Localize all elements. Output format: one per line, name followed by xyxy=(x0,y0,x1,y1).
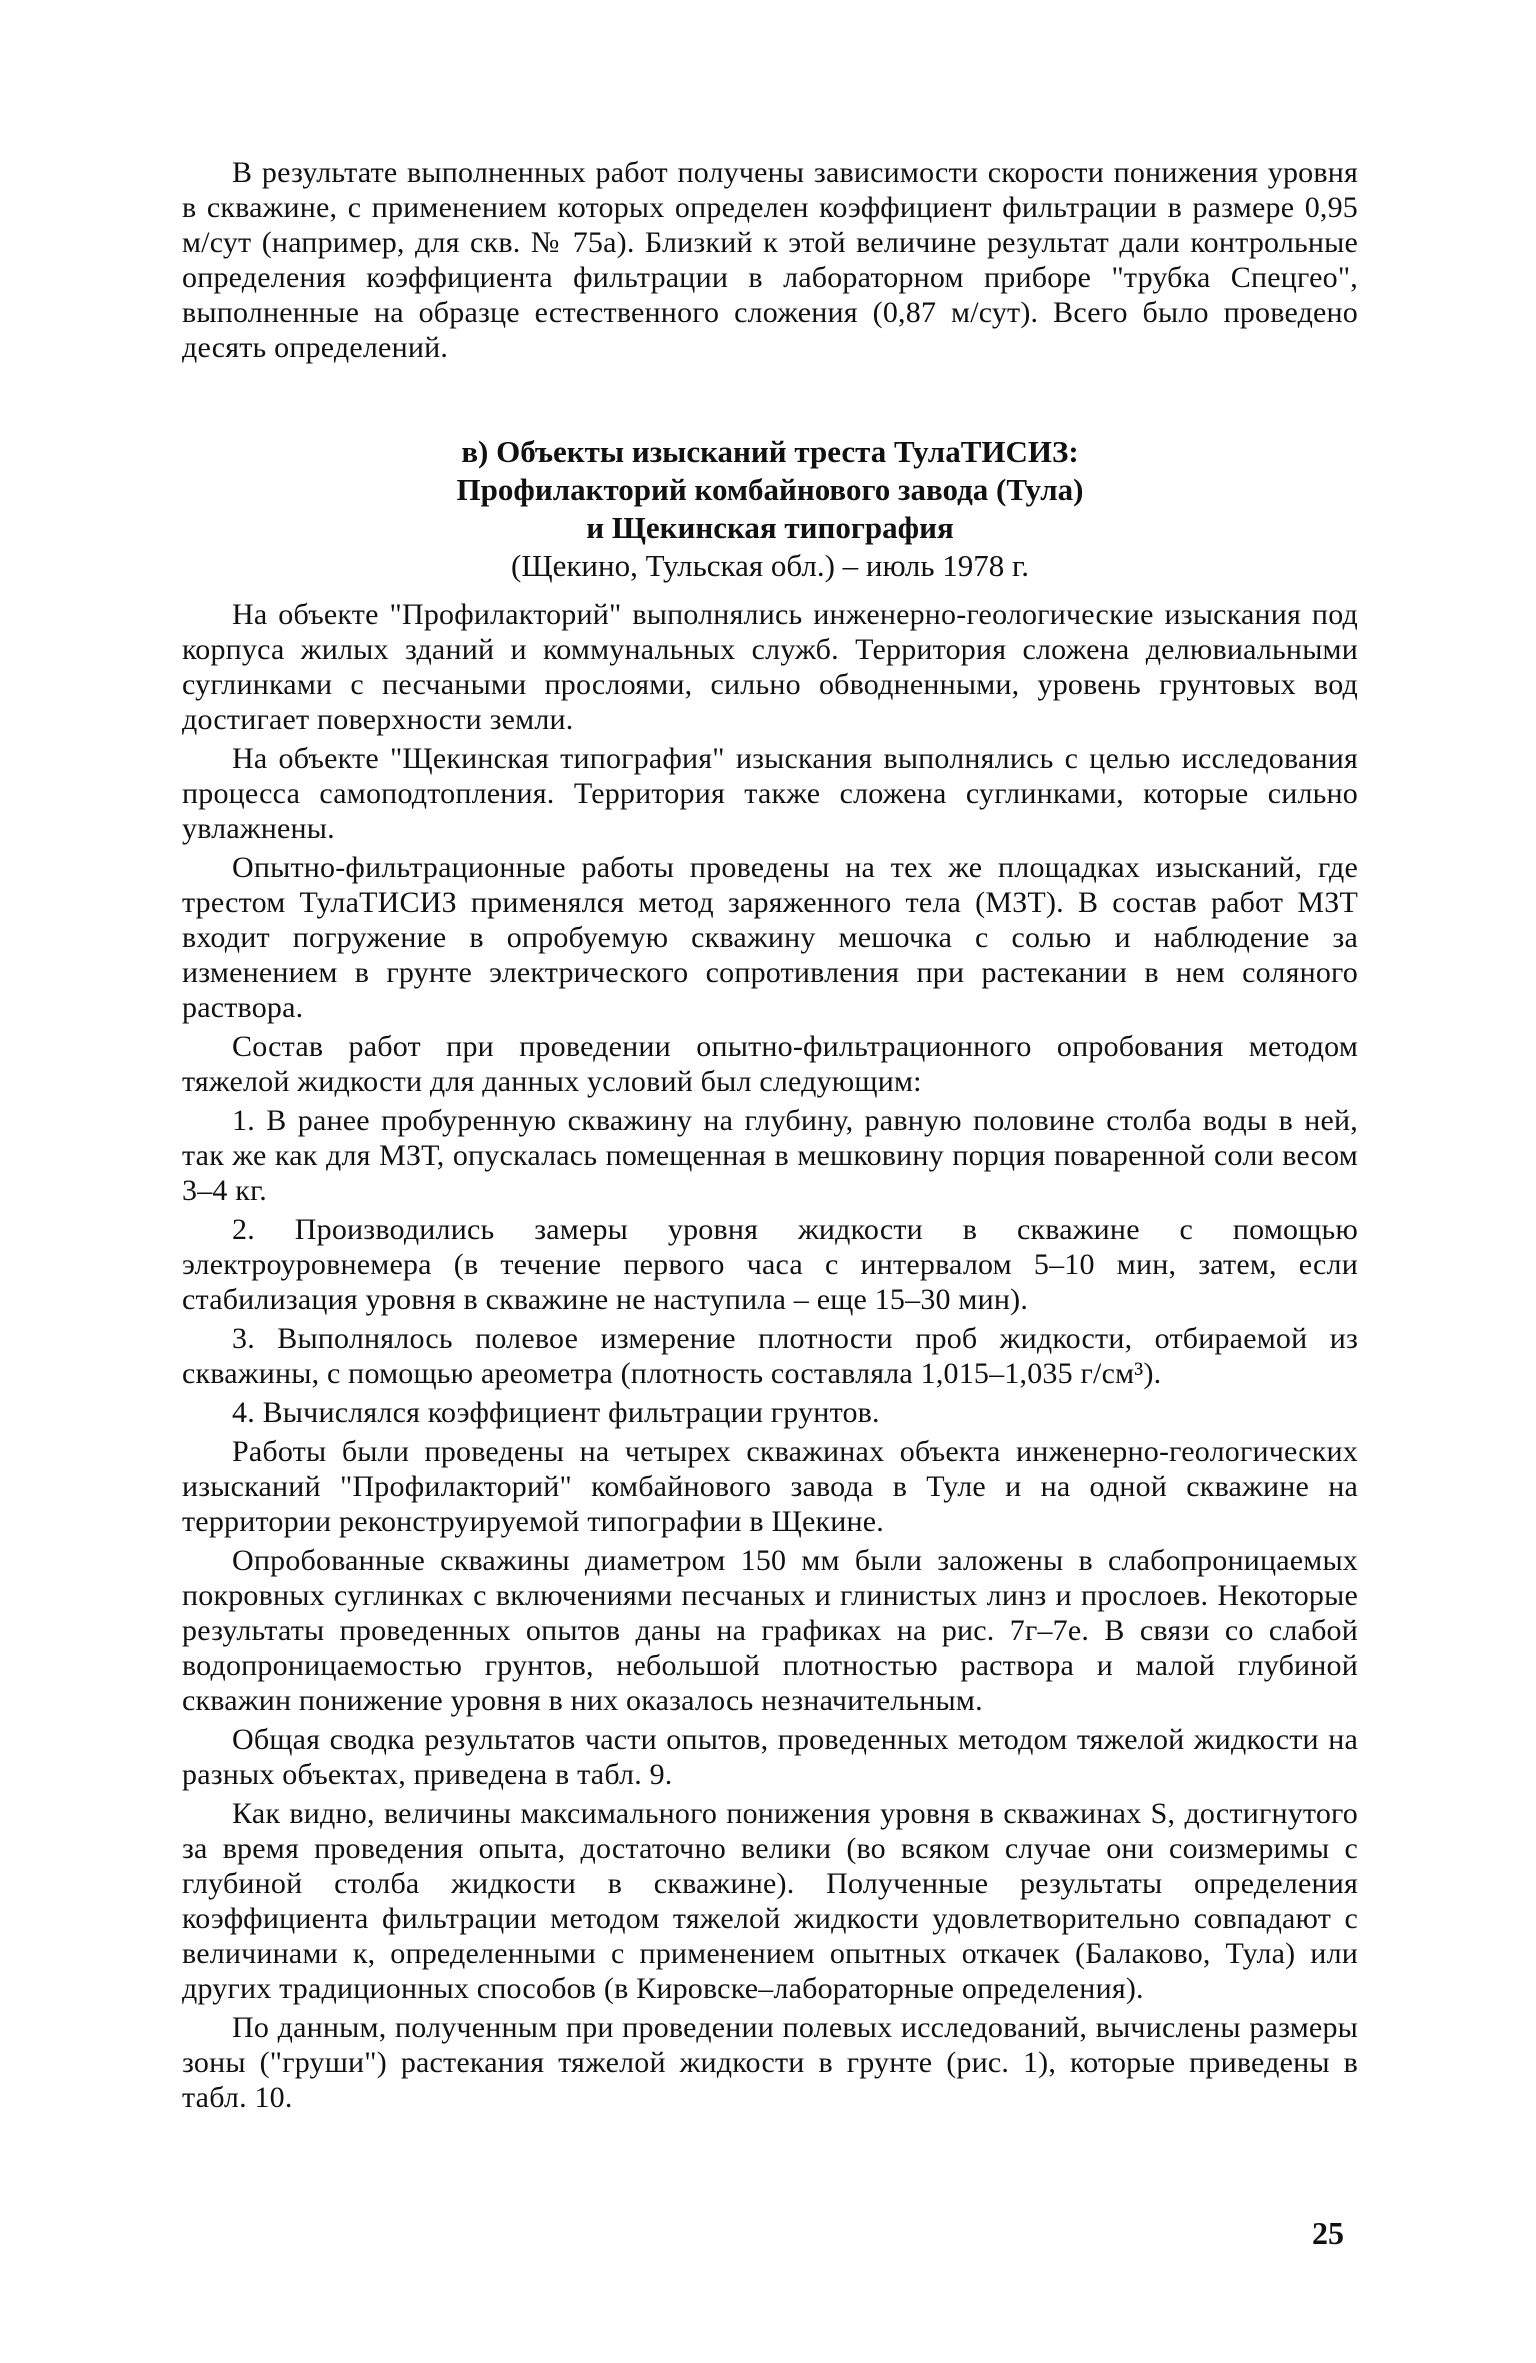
section-heading xyxy=(182,433,1358,585)
heading-line-2: Профилакторий комбайнового завода (Тула) xyxy=(456,472,1084,507)
heading-line-1: в) Объекты изысканий треста ТулаТИСИЗ: xyxy=(461,434,1079,469)
list-item: 2. Производились замеры уровня жидкости в скважине с помощью электроуровнемера (в течение первого часа с интервалом 5–10 мин, затем, если стабилизация уровня в скважине не наступила – еще 15–30 мин). xyxy=(182,1213,1358,1316)
page-number: 25 xyxy=(1312,2215,1344,2251)
paragraph-wells: Работы были проведены на четырех скважинах объекта инженерно-геологических изысканий "Профилакторий" комбайнового завода в Туле и на одной скважине на территории реконструируемой типографии в Щекине. xyxy=(182,1435,1358,1538)
paragraph-summary: Общая сводка результатов части опытов, проведенных методом тяжелой жидкости на разных объектах, приведена в табл. 9. xyxy=(182,1723,1358,1791)
list-item: 3. Выполнялось полевое измерение плотности проб жидкости, отбираемой из скважины, с помощью ареометра (плотность составляла 1,015–1,035 г/см³). xyxy=(182,1322,1358,1390)
paragraph-typography: На объекте "Щекинская типография" изыскания выполнялись с целью исследования процесса самоподтопления. Территория также сложена суглинками, которые сильно увлажнены. xyxy=(182,742,1358,845)
paragraph-method-composition: Состав работ при проведении опытно-фильтрационного опробования методом тяжелой жидкости для данных условий был следующим: xyxy=(182,1030,1358,1098)
paragraph-conclusion: Как видно, величины максимального понижения уровня в скважинах S, достигнутого за время проведения опыта, достаточно велики (во всяком случае они соизмеримы с глубиной столба жидкости в скважине). Полученные результаты определения коэффициента фильтрации методом тяжелой жидкости удовлетворительно совпадают с величинами к, определенными с применением опытных откачек (Балаково, Тула) или других традиционных способов (в Кировске–лабораторные определения). xyxy=(182,1797,1358,2005)
list-item: 1. В ранее пробуренную скважину на глубину, равную половине столба воды в ней, так же как для МЗТ, опускалась помещенная в мешковину порция поваренной соли весом 3–4 кг. xyxy=(182,1104,1358,1207)
list-item: 4. Вычислялся коэффициент фильтрации грунтов. xyxy=(232,1396,880,1429)
paragraph-results: Опробованные скважины диаметром 150 мм были заложены в слабопроницаемых покровных суглинках с включениями песчаных и глинистых линз и прослоев. Некоторые результаты проведенных опытов даны на графиках на рис. 7г–7е. В связи со слабой водопроницаемостью грунтов, небольшой плотностью раствора и малой глубиной скважин понижение уровня в них оказалось незначительным. xyxy=(182,1544,1358,1717)
heading-line-3: и Щекинская типография xyxy=(586,510,954,545)
paragraph-filtration-works: Опытно-фильтрационные работы проведены на тех же площадках изысканий, где трестом ТулаТИСИЗ применялся метод заряженного тела (МЗТ). В состав работ МЗТ входит погружение в опробуемую скважину мешочка с солью и наблюдение за изменением в грунте электрического сопротивления при растекании в нем соляного раствора. xyxy=(182,851,1358,1024)
intro-paragraph: В результате выполненных работ получены зависимости скорости понижения уровня в скважине, с применением которых определен коэффициент фильтрации в размере 0,95 м/сут (например, для скв. № 75а). Близкий к этой величине результат дали контрольные определения коэффициента фильтрации в лабораторном приборе "трубка Спецгео", выполненные на образце естественного сложения (0,87 м/сут). Всего было проведено десять определений. xyxy=(182,156,1358,364)
heading-line-4: (Щекино, Тульская обл.) – июль 1978 г. xyxy=(511,548,1029,583)
paragraph-profilaktoriy: На объекте "Профилакторий" выполнялись инженерно-геологические изыскания под корпуса жилых зданий и коммунальных служб. Территория сложена делювиальными суглинками с песчаными прослоями, сильно обводненными, уровень грунтовых вод достигает поверхности земли. xyxy=(182,598,1358,736)
page-body xyxy=(182,155,1358,2119)
paragraph-zone: По данным, полученным при проведении полевых исследований, вычислены размеры зоны ("груши") растекания тяжелой жидкости в грунте (рис. 1), которые приведены в табл. 10. xyxy=(182,2011,1358,2114)
